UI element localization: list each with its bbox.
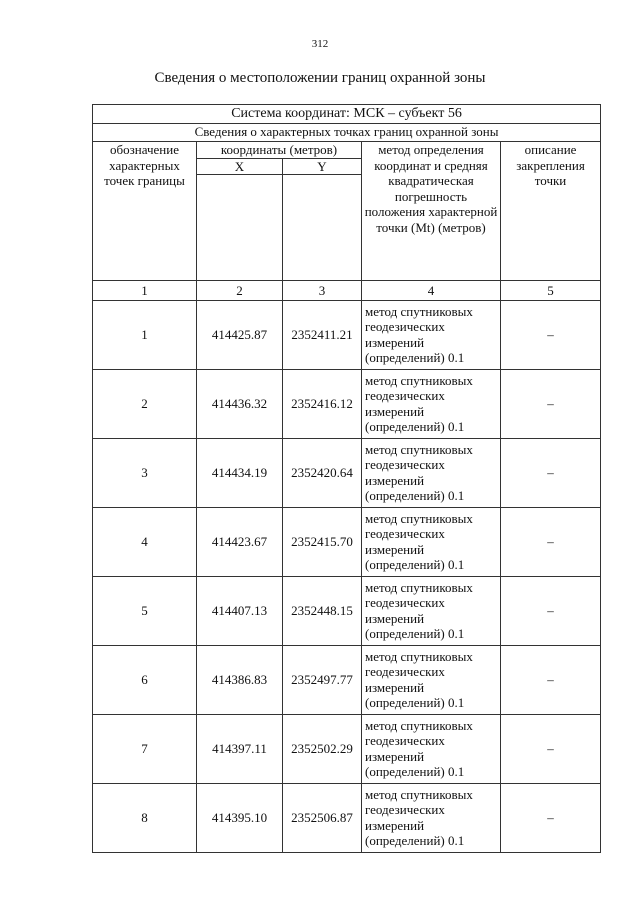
x-coordinate-cell: 414397.11 [197,714,283,783]
table-row [93,438,601,507]
column-number: 3 [283,280,362,300]
y-coordinate-cell: 2352420.64 [283,438,362,507]
coordinate-system-cell: Система координат: МСК – субъект 56 [93,105,601,124]
method-cell: метод спутниковых геодезических измерений (определений) 0.1 [362,438,501,507]
y-coordinate-cell: 2352411.21 [283,300,362,369]
description-cell: – [501,300,601,369]
table-row [93,369,601,438]
x-coordinate-cell: 414423.67 [197,507,283,576]
header-coordinates: координаты (метров) [197,142,362,159]
table-row [93,714,601,783]
header-x-spacer [197,174,283,280]
point-number-cell: 4 [93,507,197,576]
y-coordinate-cell: 2352506.87 [283,783,362,852]
table-row [93,300,601,369]
y-coordinate-cell: 2352415.70 [283,507,362,576]
coordinate-system-row [93,105,601,124]
column-number-row [93,280,601,300]
header-y-spacer [283,174,362,280]
page-title: Сведения о местоположении границ охранной зоны [154,70,486,86]
column-number: 1 [93,280,197,300]
description-cell: – [501,783,601,852]
description-cell: – [501,645,601,714]
table-row [93,507,601,576]
method-cell: метод спутниковых геодезических измерений (определений) 0.1 [362,576,501,645]
y-coordinate-cell: 2352448.15 [283,576,362,645]
header-y: Y [283,158,362,174]
x-coordinate-cell: 414407.13 [197,576,283,645]
method-cell: метод спутниковых геодезических измерений (определений) 0.1 [362,507,501,576]
header-description: описание закрепления точки [501,142,601,281]
method-cell: метод спутниковых геодезических измерений (определений) 0.1 [362,645,501,714]
header-x: X [197,158,283,174]
point-number-cell: 3 [93,438,197,507]
table-row [93,783,601,852]
x-coordinate-cell: 414434.19 [197,438,283,507]
column-number: 4 [362,280,501,300]
points-info-cell: Сведения о характерных точках границ охранной зоны [93,124,601,142]
point-number-cell: 1 [93,300,197,369]
table-row [93,576,601,645]
column-number: 2 [197,280,283,300]
page-number: 312 [311,38,329,50]
x-coordinate-cell: 414425.87 [197,300,283,369]
point-number-cell: 6 [93,645,197,714]
points-info-row [93,124,601,142]
header-designation: обозначение характерных точек границы [93,142,197,281]
point-number-cell: 8 [93,783,197,852]
x-coordinate-cell: 414386.83 [197,645,283,714]
description-cell: – [501,714,601,783]
y-coordinate-cell: 2352502.29 [283,714,362,783]
method-cell: метод спутниковых геодезических измерений (определений) 0.1 [362,714,501,783]
y-coordinate-cell: 2352416.12 [283,369,362,438]
description-cell: – [501,507,601,576]
description-cell: – [501,438,601,507]
x-coordinate-cell: 414395.10 [197,783,283,852]
header-method: метод определения координат и средняя квадратическая погрешность положения характерной точки (Mt) (метров) [362,142,501,281]
method-cell: метод спутниковых геодезических измерений (определений) 0.1 [362,300,501,369]
point-number-cell: 2 [93,369,197,438]
description-cell: – [501,369,601,438]
method-cell: метод спутниковых геодезических измерений (определений) 0.1 [362,783,501,852]
table-row [93,645,601,714]
y-coordinate-cell: 2352497.77 [283,645,362,714]
point-number-cell: 5 [93,576,197,645]
point-number-cell: 7 [93,714,197,783]
column-header-row [93,142,601,159]
boundary-points-table [92,104,601,853]
x-coordinate-cell: 414436.32 [197,369,283,438]
column-number: 5 [501,280,601,300]
method-cell: метод спутниковых геодезических измерений (определений) 0.1 [362,369,501,438]
description-cell: – [501,576,601,645]
